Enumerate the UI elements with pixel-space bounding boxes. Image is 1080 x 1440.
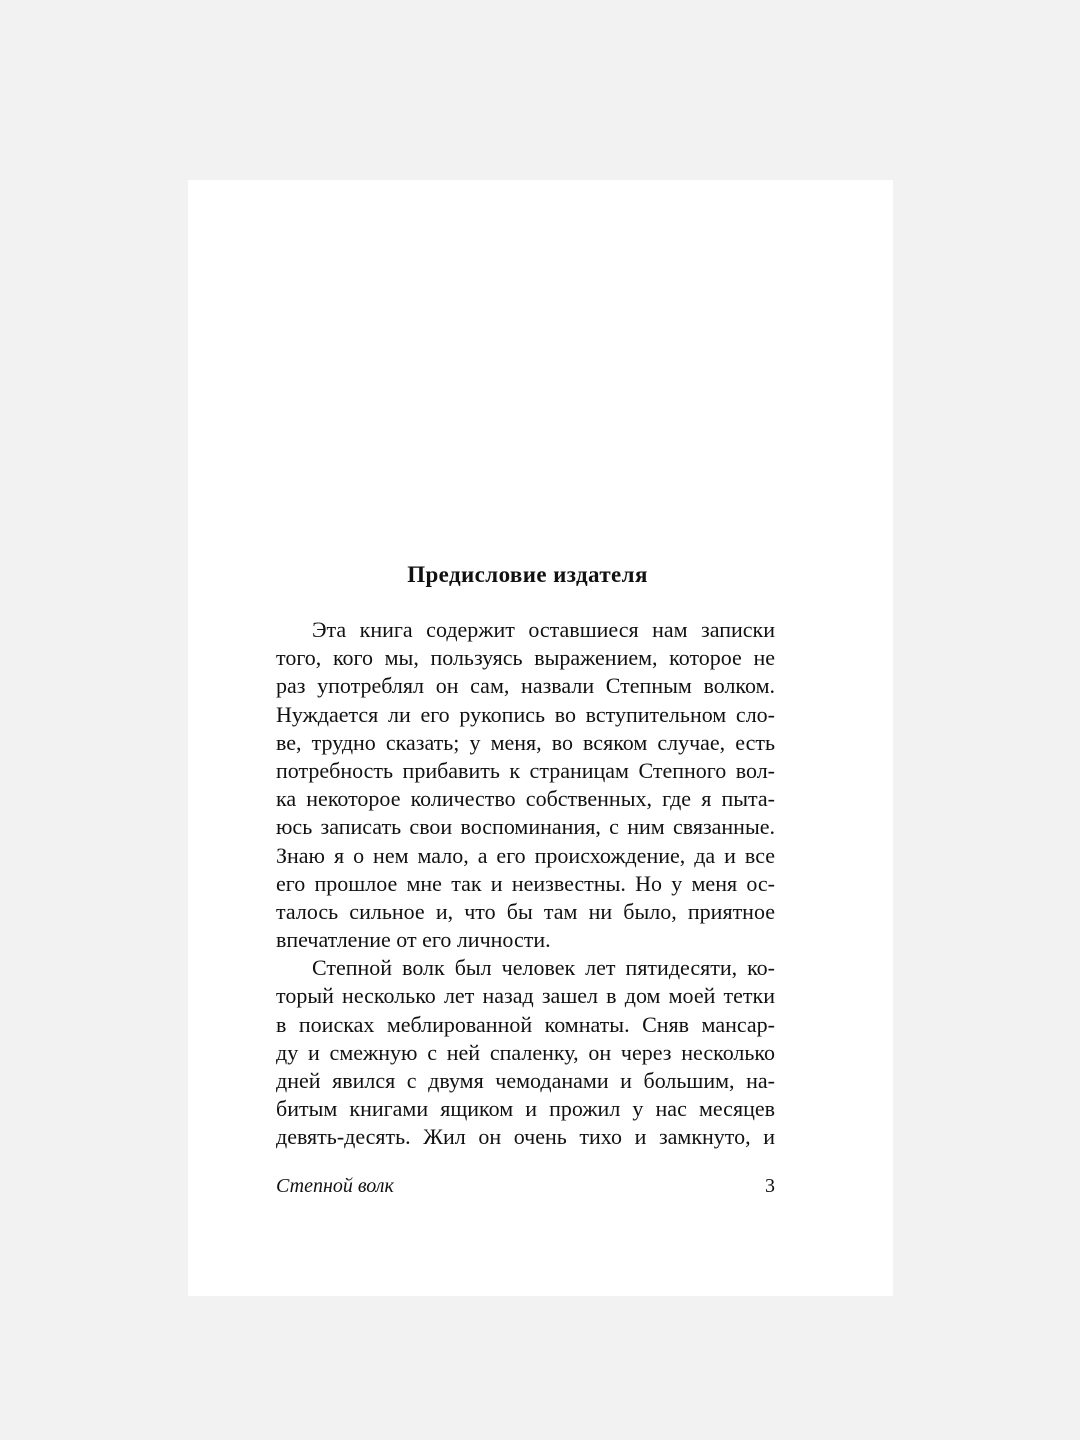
book-page (188, 180, 893, 1296)
page-footer (276, 1173, 775, 1203)
body-text (276, 616, 775, 1152)
text-line: Эта книга содержит оставшиеся нам записки (312, 617, 775, 642)
running-title: Степной волк (276, 1175, 394, 1197)
text-line: Степной волк был человек лет пятидесяти, ко- (312, 955, 775, 981)
text-line: торый несколько лет назад зашел в дом моей тетки (276, 983, 775, 1009)
text-line: Нуждается ли его рукопись во вступительном сло- (276, 701, 775, 727)
text-line: потребность прибавить к страницам Степного вол- (276, 757, 775, 783)
text-line: ду и смежную с ней спаленку, он через несколько (276, 1039, 775, 1065)
text-line: ве, трудно сказать; у меня, во всяком случае, есть (276, 729, 775, 755)
text-line: раз употреблял он сам, назвали Степным волком. (276, 673, 775, 699)
text-line: того, кого мы, пользуясь выражением, которое не (276, 645, 775, 671)
text-line: Знаю я о нем мало, а его происхождение, да и все (276, 842, 775, 868)
chapter-title: Предисловие издателя (407, 562, 648, 587)
text-line: битым книгами ящиком и прожил у нас месяцев (276, 1096, 775, 1122)
page-number: 3 (765, 1175, 775, 1197)
text-line: дней явился с двумя чемоданами и большим, на- (276, 1068, 775, 1093)
text-block (276, 560, 775, 1152)
text-line: юсь записать свои воспоминания, с ним связанные. (276, 814, 775, 840)
paragraph-2 (276, 954, 775, 1151)
text-line: впечатление от его личности. (276, 927, 551, 953)
text-line: его прошлое мне так и неизвестны. Но у меня ос- (276, 870, 775, 896)
text-line: талось сильное и, что бы там ни было, приятное (276, 898, 775, 924)
text-line: девять-десять. Жил он очень тихо и замкнуто, и (276, 1124, 775, 1150)
text-line: ка некоторое количество собственных, где я пыта- (276, 786, 775, 812)
text-line: в поисках меблированной комнаты. Сняв мансар- (276, 1011, 775, 1037)
paragraph-1 (276, 616, 775, 954)
